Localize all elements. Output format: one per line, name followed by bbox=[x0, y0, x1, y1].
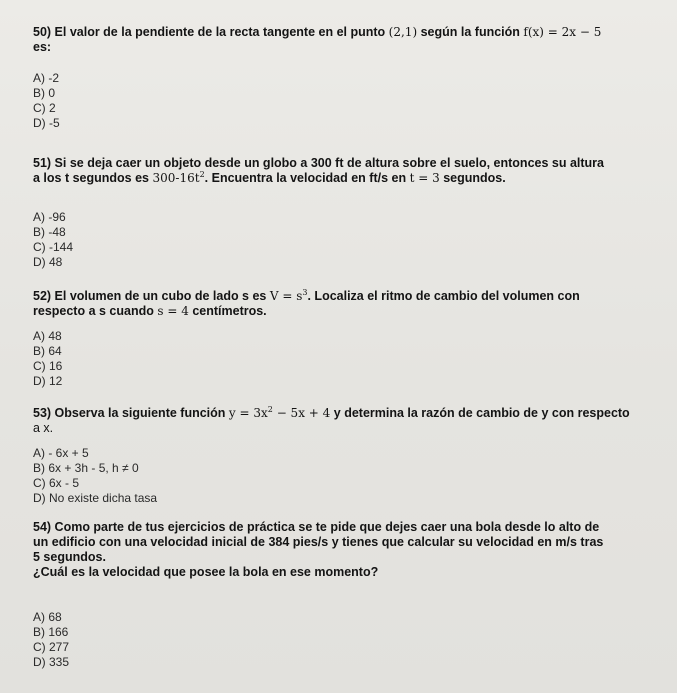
q53-option-d[interactable]: D) No existe dicha tasa bbox=[33, 491, 158, 505]
q53-option-b[interactable]: B) 6x + 3h - 5, h ≠ 0 bbox=[33, 461, 139, 475]
q51-line2 bbox=[33, 171, 506, 185]
q52-volume-formula: V = s bbox=[269, 289, 303, 303]
q54-option-c[interactable]: C) 277 bbox=[33, 640, 70, 654]
q50-point: (2,1) bbox=[388, 25, 418, 39]
q54-line1: 54) Como parte de tus ejercicios de práctica se te pide que dejes caer una bola desde lo alto de bbox=[33, 520, 600, 534]
q51-option-d[interactable]: D) 48 bbox=[33, 255, 63, 269]
q54-option-d[interactable]: D) 335 bbox=[33, 655, 70, 669]
q50-text-b: según la función bbox=[420, 25, 520, 39]
q51-text-a: a los t segundos es bbox=[33, 171, 150, 185]
q50-option-c[interactable]: C) 2 bbox=[33, 101, 56, 115]
q52-text-d: centímetros. bbox=[192, 304, 267, 318]
q53-option-c[interactable]: C) 6x - 5 bbox=[33, 476, 80, 490]
q51-text-c: segundos. bbox=[443, 171, 506, 185]
q52-option-b[interactable]: B) 64 bbox=[33, 344, 62, 358]
q52-option-a[interactable]: A) 48 bbox=[33, 329, 62, 343]
q51-t-value: t = 3 bbox=[409, 171, 440, 185]
q53-text-a: 53) Observa la siguiente función bbox=[33, 406, 226, 420]
q52-line2 bbox=[33, 304, 267, 318]
q52-line1 bbox=[33, 289, 580, 303]
q51-option-c[interactable]: C) -144 bbox=[33, 240, 74, 254]
q50-option-d[interactable]: D) -5 bbox=[33, 116, 60, 130]
q50-option-b[interactable]: B) 0 bbox=[33, 86, 56, 100]
q52-text-c: respecto a s cuando bbox=[33, 304, 154, 318]
q53-function-b: − 5x + 4 bbox=[272, 406, 331, 420]
q50-option-a[interactable]: A) -2 bbox=[33, 71, 60, 85]
q51-option-b[interactable]: B) -48 bbox=[33, 225, 66, 239]
q50-text: 50) El valor de la pendiente de la recta tangente en el punto bbox=[33, 25, 386, 39]
q54-line3: 5 segundos. bbox=[33, 550, 106, 564]
q51-expr: 300-16t bbox=[152, 171, 200, 185]
q50-function: f(x) = 2x − 5 bbox=[523, 25, 602, 39]
q51-expr-exponent: 2 bbox=[199, 170, 205, 179]
q53-function-exponent: 2 bbox=[267, 405, 273, 414]
q52-text-b: . Localiza el ritmo de cambio del volumen con bbox=[307, 289, 580, 303]
q53-line1 bbox=[33, 406, 630, 420]
q51-line1: 51) Si se deja caer un objeto desde un globo a 300 ft de altura sobre el suelo, entonces su altura bbox=[33, 156, 604, 170]
q54-option-a[interactable]: A) 68 bbox=[33, 610, 62, 624]
q52-option-c[interactable]: C) 16 bbox=[33, 359, 63, 373]
q50-line1 bbox=[33, 25, 601, 39]
q53-option-a[interactable]: A) - 6x + 5 bbox=[33, 446, 89, 460]
q53-function-a: y = 3x bbox=[228, 406, 268, 420]
q51-text-b: . Encuentra la velocidad en ft/s en bbox=[204, 171, 407, 185]
q54-line4: ¿Cuál es la velocidad que posee la bola en ese momento? bbox=[33, 565, 379, 579]
q51-option-a[interactable]: A) -96 bbox=[33, 210, 66, 224]
q52-option-d[interactable]: D) 12 bbox=[33, 374, 63, 388]
q52-text-a: 52) El volumen de un cubo de lado s es bbox=[33, 289, 267, 303]
q52-volume-exponent: 3 bbox=[302, 288, 308, 297]
q50-line2: es: bbox=[33, 40, 52, 54]
q52-s-value: s = 4 bbox=[157, 304, 189, 318]
q53-text-b: y determina la razón de cambio de y con respecto bbox=[333, 406, 630, 420]
q54-line2: un edificio con una velocidad inicial de 384 pies/s y tienes que calcular su velocidad en m/s tras bbox=[33, 535, 604, 549]
q54-option-b[interactable]: B) 166 bbox=[33, 625, 69, 639]
q53-line2: a x. bbox=[33, 421, 54, 435]
